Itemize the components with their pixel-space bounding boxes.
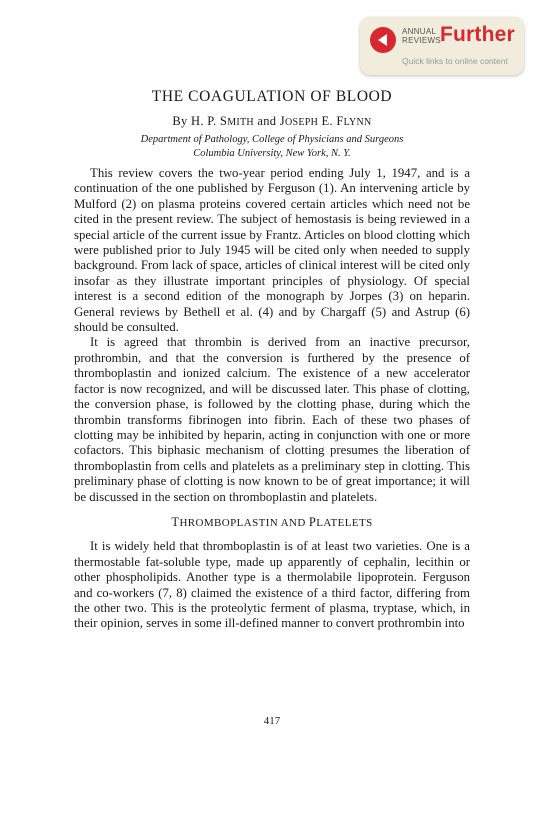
paragraph: It is agreed that thrombin is derived from an inactive precursor, prothrombin, and that the conversion is furthered by the presence of thromboplastin and ionized calcium. The existence of a new accelerator factor is now recognized, and will be discussed later. This phase of clotting, the conversion phase, is followed by the clotting phase, during which the thrombin transforms fibrinogen into fibrin. Each of these two phases of clotting may be inhibited by heparin, acting in conjunction with one or more cofactors. This biphasic mechanism of clotting presumes the liberation of thromboplastin from cells and platelets as a preliminary step in clotting. This preliminary phase of clotting is now known to be of great importance; it will be discussed in the section on thromboplastin and platelets. — [74, 335, 470, 504]
paragraph: It is widely held that thromboplastin is of at least two varieties. One is a thermostable fat-soluble type, made up apparently of cephalin, lecithin or other phospholipids. Another type is a thermolabile lipoprotein. Ferguson and co-workers (7, 8) claimed the existence of a third factor, differing from the other two. This is the proteolytic ferment of plasma, tryptase, which, in their opinion, serves in some ill-defined manner to convert prothrombin into — [74, 539, 470, 631]
author2-first-cap: J — [279, 114, 285, 128]
section-heading-rest2: LATELETS — [316, 516, 373, 529]
by-label: By — [172, 114, 188, 128]
annual-reviews-logo-text — [402, 27, 441, 45]
section-heading-cap1: T — [171, 514, 180, 529]
author1-initial: H — [191, 114, 201, 128]
author2-first-rest: OSEPH — [284, 117, 319, 128]
article-body — [74, 166, 470, 632]
further-brand: Further — [440, 23, 515, 46]
author2-surname-rest: LYNN — [343, 117, 372, 128]
banner-line2: REVIEWS — [402, 36, 441, 45]
article-title: THE COAGULATION OF BLOOD — [151, 88, 393, 105]
section-heading-cap2: P — [308, 514, 317, 529]
author1-surname-cap: S — [219, 114, 228, 128]
section-heading-rest1: HROMBOPLASTIN AND — [179, 516, 309, 529]
play-arrow-icon — [370, 27, 396, 53]
author1-initials-rest: . P. — [200, 114, 220, 128]
author2-surname-cap: F — [336, 114, 344, 128]
page-number: 417 — [263, 715, 281, 727]
further-links-banner[interactable] — [360, 17, 524, 75]
author1-surname-rest: MITH — [227, 117, 254, 128]
author-line — [74, 114, 470, 129]
paragraph: This review covers the two-year period ending July 1, 1947, and is a continuation of the one published by Ferguson (1). An intervening article by Mulford (2) on plasma proteins covered certain articles which need not be cited in the present review. The subject of hemostasis is being reviewed in a special article of the current issue by Frantz. Articles on blood clotting which were published prior to July 1945 will be cited only when needed to supply background. From lack of space, articles of clinical interest will be cited only insofar as they illustrate important principles of physiology. Of special interest is a second edition of the monograph by Jorpes (3) on heparin. General reviews by Bethell et al. (4) and by Chargaff (5) and Astrup (6) should be consulted. — [74, 166, 470, 335]
banner-subtitle: Quick links to online content — [402, 56, 508, 66]
and-label: and — [253, 114, 280, 128]
section-heading — [74, 515, 470, 531]
author2-middle: E. — [318, 114, 337, 128]
affiliation-line2: Columbia University, New York, N. Y. — [193, 148, 351, 159]
affiliation-line1: Department of Pathology, College of Physicians and Surgeons — [140, 134, 404, 145]
banner-line1: ANNUAL — [402, 27, 437, 36]
